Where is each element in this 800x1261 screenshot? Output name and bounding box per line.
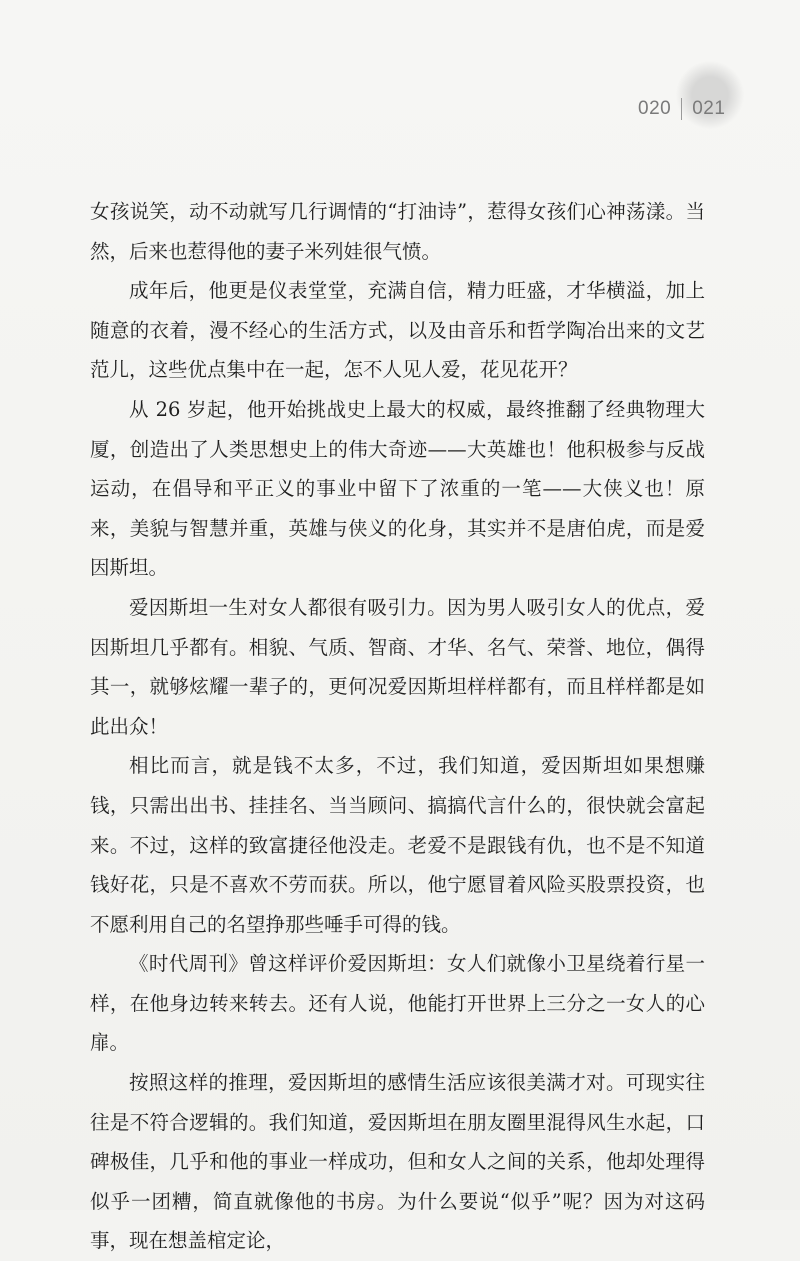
right-page-number: 021 bbox=[692, 98, 726, 119]
paragraph-7: 按照这样的推理，爱因斯坦的感情生活应该很美满才对。可现实往往是不符合逻辑的。我们知道，爱因斯坦在朋友圈里混得风生水起，口碑极佳，几乎和他的事业一样成功，但和女人之间的关系，他却处理得似乎一团糟，简直就像他的书房。为什么要说“似乎”呢？因为对这码事，现在想盖棺定论， bbox=[90, 1071, 705, 1253]
paragraph-1: 女孩说笑，动不动就写几行调情的“打油诗”，惹得女孩们心神荡漾。当然，后来也惹得他的妻子米列娃很气愤。 bbox=[90, 200, 705, 263]
body-text bbox=[90, 192, 705, 1261]
left-page-number: 020 bbox=[638, 98, 672, 119]
paragraph-5: 相比而言，就是钱不太多，不过，我们知道，爱因斯坦如果想赚钱，只需出出书、挂挂名、当当顾问、搞搞代言什么的，很快就会富起来。不过，这样的致富捷径他没走。老爱不是跟钱有仇，也不是不知道钱好花，只是不喜欢不劳而获。所以，他宁愿冒着风险买股票投资，也不愿利用自己的名望挣那些唾手可得的钱。 bbox=[90, 754, 705, 936]
paragraph-6: 《时代周刊》曾这样评价爱因斯坦：女人们就像小卫星绕着行星一样，在他身边转来转去。还有人说，他能打开世界上三分之一女人的心扉。 bbox=[90, 952, 705, 1055]
paragraph-3: 从 26 岁起，他开始挑战史上最大的权威，最终推翻了经典物理大厦，创造出了人类思想史上的伟大奇迹——大英雄也！他积极参与反战运动，在倡导和平正义的事业中留下了浓重的一笔——大侠义也！原来，美貌与智慧并重，英雄与侠义的化身，其实并不是唐伯虎，而是爱因斯坦。 bbox=[90, 397, 705, 580]
page-number-header bbox=[638, 96, 748, 122]
page-number-divider bbox=[681, 98, 682, 120]
paragraph-2: 成年后，他更是仪表堂堂，充满自信，精力旺盛，才华横溢，加上随意的衣着，漫不经心的生活方式，以及由音乐和哲学陶冶出来的文艺范儿，这些优点集中在一起，怎不人见人爱，花见花开？ bbox=[90, 279, 705, 382]
paragraph-4: 爱因斯坦一生对女人都很有吸引力。因为男人吸引女人的优点，爱因斯坦几乎都有。相貌、气质、智商、才华、名气、荣誉、地位，偶得其一，就够炫耀一辈子的，更何况爱因斯坦样样都有，而且样样都是如此出众！ bbox=[90, 595, 705, 738]
